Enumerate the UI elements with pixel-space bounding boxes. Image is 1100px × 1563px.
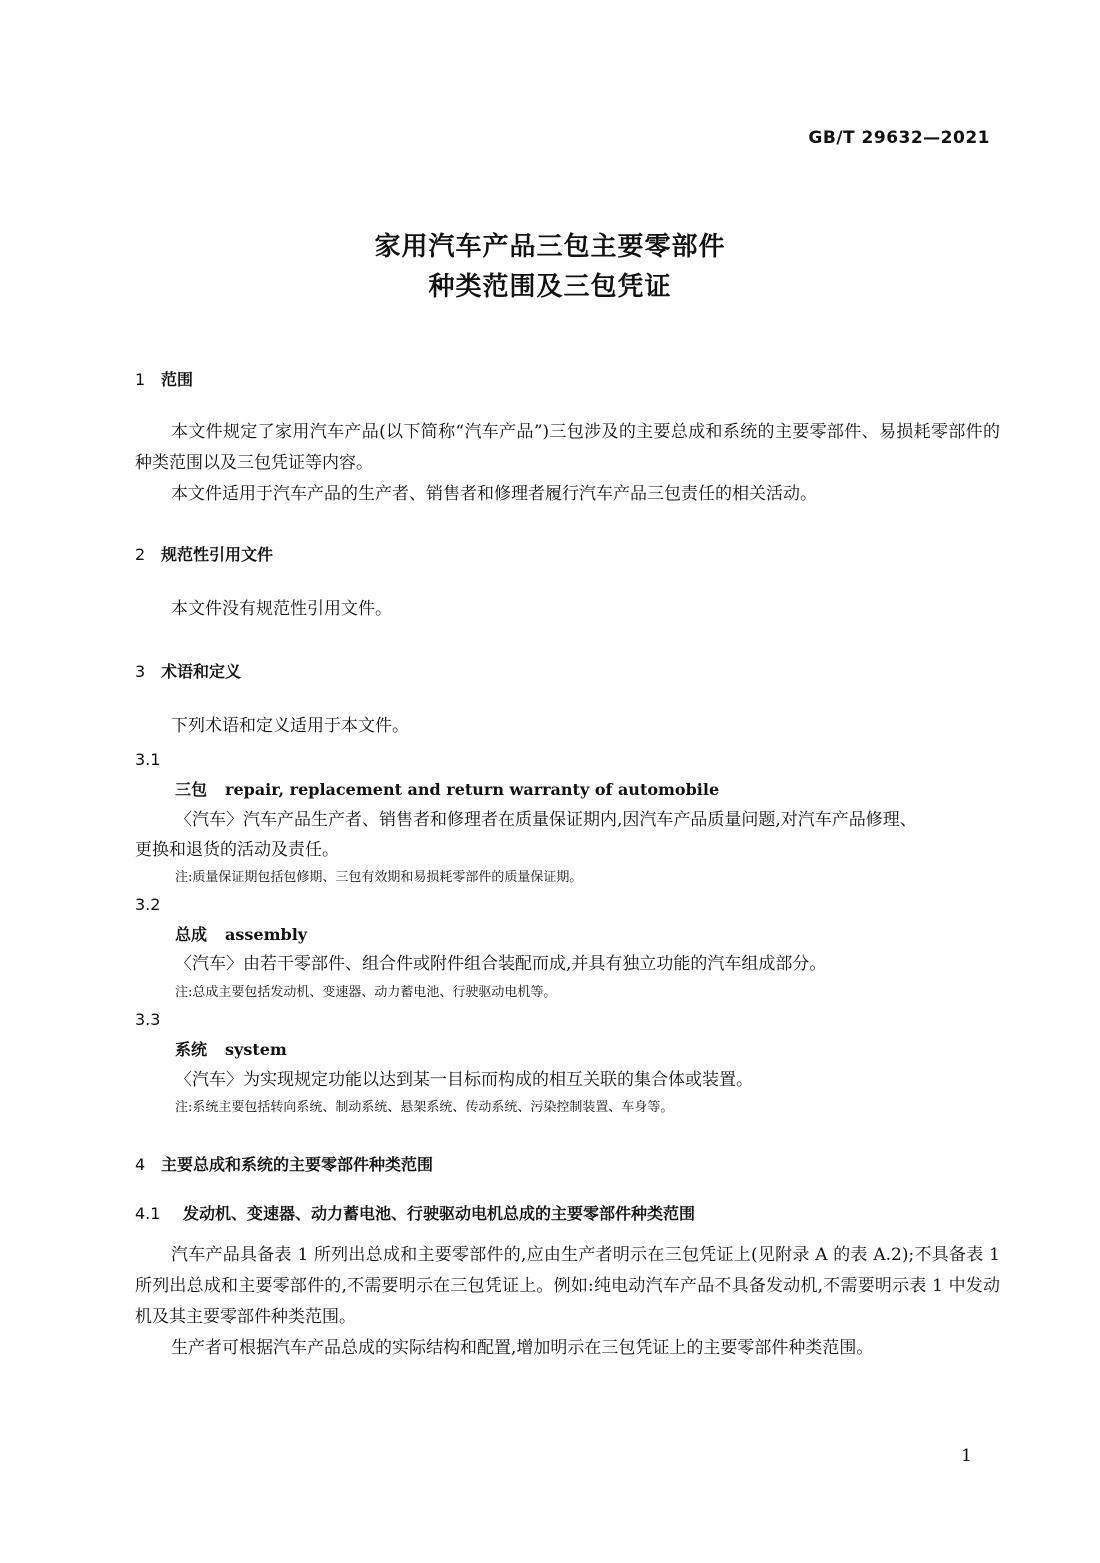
document-title-line-2: 种类范围及三包凭证 [428,272,672,302]
section-2-heading [135,542,273,565]
section-4-1-paragraph-2: 生产者可根据汽车产品总成的实际结构和配置,增加明示在三包凭证上的主要零部件种类范围。 [171,1338,874,1358]
clause-3-2-definition: 〈汽车〉由若干零部件、组合件或附件组合装配而成,并具有独立功能的汽车组成部分。 [175,954,827,974]
clause-3-1-definition-line-1: 〈汽车〉汽车产品生产者、销售者和修理者在质量保证期内,因汽车产品质量问题,对汽车产品修理、 [175,810,917,830]
clause-3-3-number: 3.3 [135,1010,161,1029]
section-title: 主要总成和系统的主要零部件种类范围 [161,1155,434,1174]
section-2-paragraph-1: 本文件没有规范性引用文件。 [171,599,392,619]
section-3-heading [135,659,241,682]
section-4-1-paragraph-1: 汽车产品具备表 1 所列出总成和主要零部件的,应由生产者明示在三包凭证上(见附录 A 的表 A.2);不具备表 1 所列出总成和主要零部件的,不需要明示在三包凭证上。例如:纯电动汽车产品不具备发动机,不需要明示表 1 中发动机及其主要零部件种类范围。 [135,1245,1000,1327]
section-1-paragraph-2: 本文件适用于汽车产品的生产者、销售者和修理者履行汽车产品三包责任的相关活动。 [171,484,817,504]
clause-3-1-definition-line-2: 更换和退货的活动及责任。 [135,840,339,860]
section-number: 1 [135,370,146,389]
clause-3-2-note: 注:总成主要包括发动机、变速器、动力蓄电池、行驶驱动电机等。 [175,985,557,1000]
clause-3-1-number: 3.1 [135,750,161,769]
section-number: 4 [135,1155,146,1174]
clause-3-1-note: 注:质量保证期包括包修期、三包有效期和易损耗零部件的质量保证期。 [175,870,583,885]
term-english: assembly [225,925,308,944]
section-title: 术语和定义 [161,662,242,681]
section-1-paragraph-1: 本文件规定了家用汽车产品(以下简称“汽车产品”)三包涉及的主要总成和系统的主要零部件、易损耗零部件的种类范围以及三包凭证等内容。 [135,422,1000,473]
section-number: 3 [135,662,146,681]
term-chinese: 系统 [175,1040,208,1059]
subsection-title: 发动机、变速器、动力蓄电池、行驶驱动电机总成的主要零部件种类范围 [183,1204,696,1223]
clause-3-3-definition: 〈汽车〉为实现规定功能以达到某一目标而构成的相互关联的集合体或装置。 [175,1070,753,1090]
section-4-1-heading [135,1201,695,1224]
section-title: 规范性引用文件 [161,545,274,564]
section-3-intro: 下列术语和定义适用于本文件。 [171,716,409,736]
clause-3-1-term [175,777,719,800]
page-number: 1 [961,1446,972,1466]
section-number: 2 [135,545,146,564]
term-chinese: 三包 [175,780,208,799]
document-title-line-1: 家用汽车产品三包主要零部件 [374,232,726,262]
term-chinese: 总成 [175,925,208,944]
section-title: 范围 [161,370,194,389]
term-english: repair, replacement and return warranty of automobile [225,780,720,799]
clause-3-3-term [175,1037,287,1060]
subsection-number: 4.1 [135,1204,161,1223]
standard-number: GB/T 29632—2021 [808,128,990,148]
clause-3-3-note: 注:系统主要包括转向系统、制动系统、悬架系统、传动系统、污染控制装置、车身等。 [175,1100,674,1115]
clause-3-2-term [175,922,307,945]
term-english: system [225,1040,287,1059]
section-4-heading [135,1152,433,1175]
section-1-heading [135,367,193,390]
clause-3-2-number: 3.2 [135,895,161,914]
